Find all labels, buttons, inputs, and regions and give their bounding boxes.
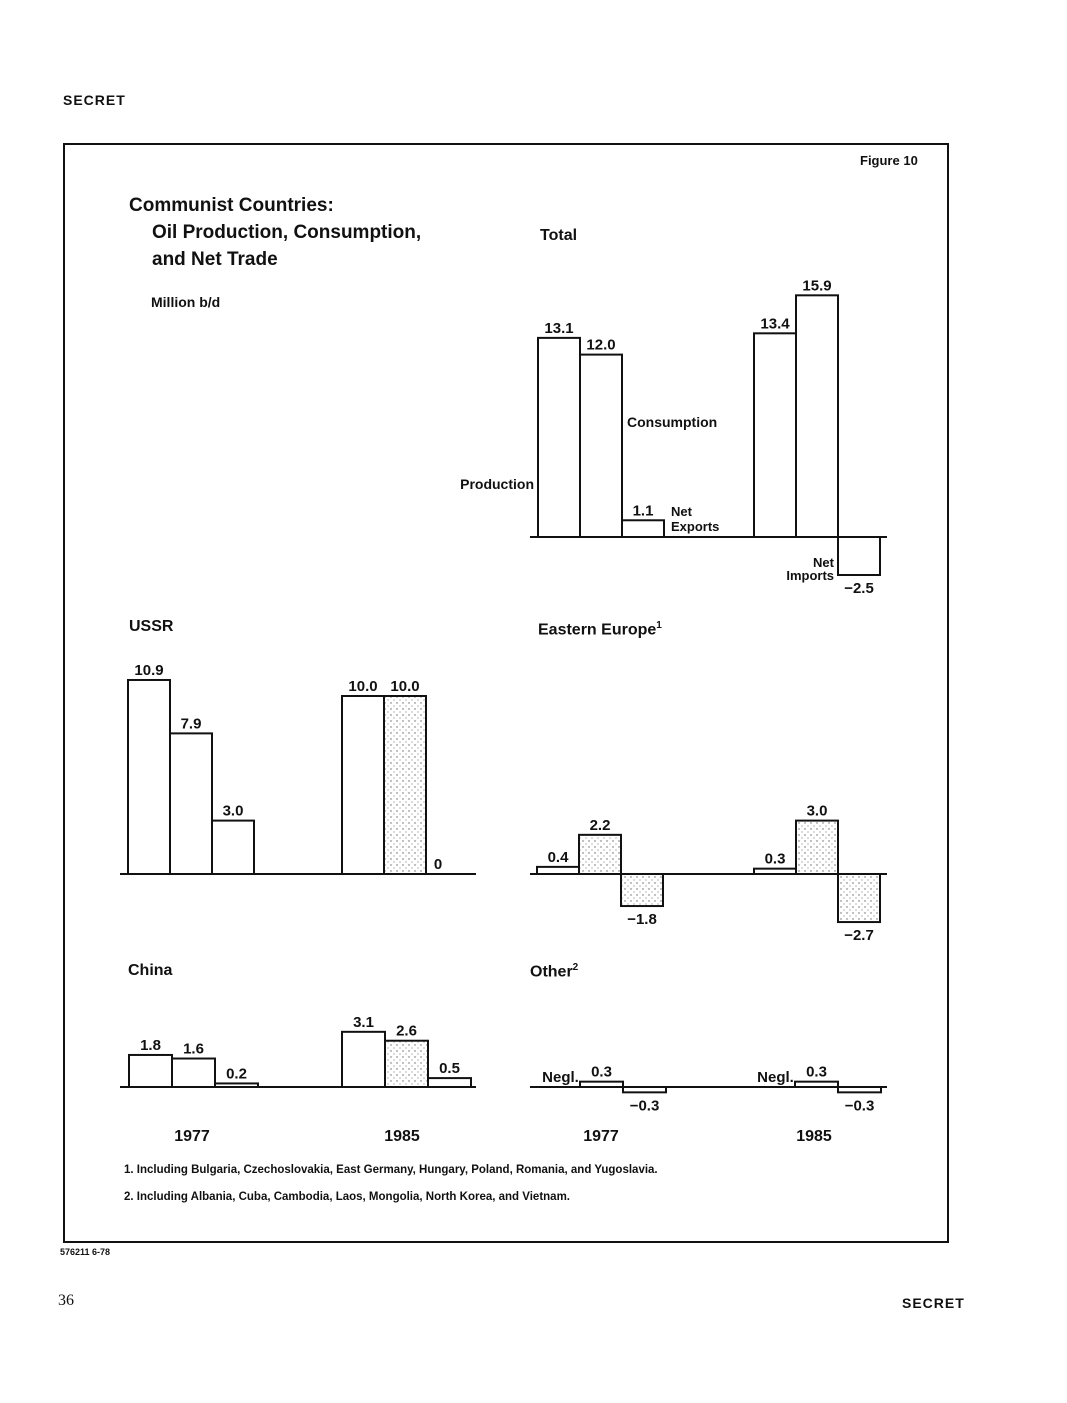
- footnote-ref-1: 1: [656, 620, 662, 631]
- ussr-1977-consumption-label: 7.9: [180, 715, 202, 733]
- china-1977-consumption-label: 1.6: [183, 1040, 204, 1058]
- china-1985-production-bar: [342, 1032, 385, 1087]
- figure-title-line2: Oil Production, Consumption,: [152, 222, 422, 243]
- china-1977-consumption-bar: [172, 1059, 215, 1087]
- net-imports-annotation-line2: Imports: [786, 568, 834, 583]
- x-label-china-1985: 1985: [384, 1128, 420, 1145]
- easteu-1985-consumption-bar: [796, 821, 838, 874]
- other-1985-consumption-bar: [795, 1082, 838, 1087]
- other-1977-consumption-bar: [580, 1082, 623, 1087]
- panel-title-other-text: Other: [530, 963, 573, 981]
- classification-bottom: SECRET: [902, 1295, 965, 1311]
- footnote-ref-2: 2: [572, 962, 579, 973]
- total-1977-production-bar: [538, 338, 580, 537]
- other-1985-net-bar: [838, 1087, 881, 1092]
- panel-title-eastern-europe-text: Eastern Europe: [538, 621, 657, 639]
- other-1977-net-bar: [623, 1087, 666, 1092]
- ussr-1985-net-label: 0: [433, 856, 443, 873]
- footnote-1: 1. Including Bulgaria, Czechoslovakia, East Germany, Hungary, Poland, Romania, and Yugoslavia.: [124, 1164, 658, 1176]
- china-1977-net-bar: [215, 1083, 258, 1087]
- easteu-1985-production-label: 0.3: [764, 850, 786, 868]
- easteu-1985-net-label: −2.7: [844, 927, 874, 945]
- x-label-china-1977: 1977: [174, 1128, 210, 1145]
- panel-title-china: China: [128, 962, 173, 979]
- total-1977-consumption-bar: [580, 355, 622, 537]
- page-number: 36: [58, 1292, 74, 1309]
- other-1985-consumption-label: 0.3: [806, 1063, 827, 1081]
- china-1977-net-label: 0.2: [226, 1065, 247, 1083]
- easteu-1977-net-bar: [621, 874, 663, 906]
- ussr-1985-production-label: 10.0: [348, 678, 378, 695]
- net-imports-annotation-line1: Net: [813, 555, 834, 570]
- china-1985-consumption-label: 2.6: [396, 1022, 417, 1040]
- total-1985-consumption-label: 15.9: [802, 277, 832, 295]
- net-exports-annotation-line1: Net: [671, 504, 692, 519]
- figure-title-line3: and Net Trade: [152, 249, 278, 270]
- panel-title-ussr: USSR: [129, 618, 174, 635]
- x-label-other-1985: 1985: [796, 1128, 832, 1145]
- total-1977-production-label: 13.1: [544, 319, 574, 337]
- other-1977-production-label: Negl.: [542, 1069, 579, 1086]
- ussr-1977-net-label: 3.0: [222, 802, 244, 820]
- ussr-1977-consumption-bar: [170, 733, 212, 874]
- total-1977-net-bar: [622, 520, 664, 537]
- total-1977-consumption-label: 12.0: [586, 336, 616, 354]
- china-1985-net-bar: [428, 1078, 471, 1087]
- total-1985-net-label: −2.5: [844, 580, 874, 597]
- china-1985-net-label: 0.5: [439, 1060, 460, 1078]
- figure-title-line1: Communist Countries:: [129, 195, 334, 216]
- classification-top: SECRET: [63, 92, 126, 108]
- ussr-1985-consumption-bar: [384, 696, 426, 874]
- ussr-1977-production-bar: [128, 680, 170, 874]
- net-exports-annotation-line2: Exports: [671, 519, 720, 534]
- consumption-annotation: Consumption: [627, 414, 718, 430]
- easteu-1985-consumption-label: 3.0: [806, 802, 828, 820]
- other-1985-production-label: Negl.: [757, 1069, 794, 1086]
- ussr-1985-consumption-label: 10.0: [390, 678, 420, 695]
- easteu-1977-consumption-label: 2.2: [589, 816, 611, 834]
- other-1977-net-label: −0.3: [629, 1097, 660, 1115]
- ussr-1985-production-bar: [342, 696, 384, 874]
- china-1977-production-bar: [129, 1055, 172, 1087]
- figure-label: Figure 10: [860, 153, 918, 168]
- ussr-1977-net-bar: [212, 821, 254, 874]
- total-1985-production-label: 13.4: [760, 315, 790, 333]
- easteu-1977-consumption-bar: [579, 835, 621, 874]
- total-1977-net-label: 1.1: [632, 502, 654, 520]
- china-1977-production-label: 1.8: [140, 1036, 161, 1054]
- unit-label: Million b/d: [151, 294, 221, 310]
- panel-title-total: Total: [540, 227, 578, 244]
- other-1985-net-label: −0.3: [844, 1097, 875, 1115]
- total-1985-consumption-bar: [796, 295, 838, 537]
- easteu-1977-net-label: −1.8: [627, 911, 657, 929]
- china-1985-production-label: 3.1: [353, 1013, 374, 1031]
- x-label-other-1977: 1977: [583, 1128, 619, 1145]
- easteu-1977-production-bar: [537, 867, 579, 874]
- production-annotation: Production: [460, 476, 534, 492]
- total-1985-net-bar: [838, 537, 880, 575]
- china-1985-consumption-bar: [385, 1041, 428, 1087]
- easteu-1977-production-label: 0.4: [547, 848, 569, 866]
- easteu-1985-production-bar: [754, 869, 796, 874]
- other-1977-consumption-label: 0.3: [591, 1063, 612, 1081]
- easteu-1985-net-bar: [838, 874, 880, 922]
- ussr-1977-production-label: 10.9: [134, 661, 164, 679]
- total-1985-production-bar: [754, 333, 796, 537]
- footnote-2: 2. Including Albania, Cuba, Cambodia, Laos, Mongolia, North Korea, and Vietnam.: [124, 1191, 570, 1203]
- figure-code: 576211 6-78: [60, 1247, 111, 1257]
